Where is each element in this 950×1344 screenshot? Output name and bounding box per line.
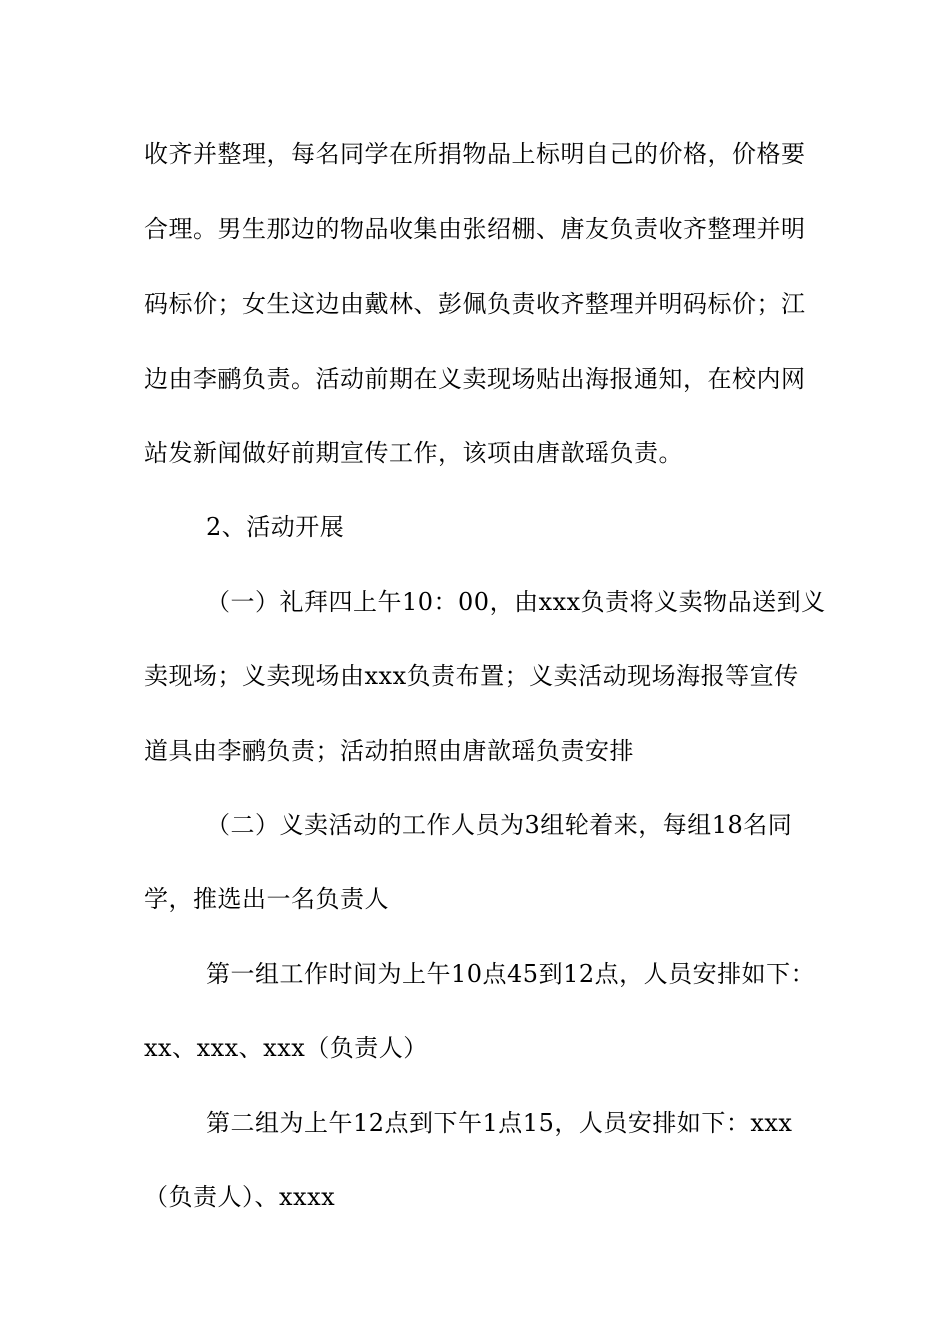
- paragraph-line: 学，推选出一名负责人: [144, 885, 389, 913]
- paragraph-line: 码标价；女生这边由戴林、彭佩负责收齐整理并明码标价；江: [144, 290, 806, 318]
- paragraph-line: 道具由李鹂负责；活动拍照由唐歆瑶负责安排: [144, 737, 634, 765]
- paragraph-line: 站发新闻做好前期宣传工作，该项由唐歆瑶负责。: [144, 439, 683, 467]
- paragraph-line: （一）礼拜四上午10：00，由xxx负责将义卖物品送到义: [206, 588, 826, 616]
- paragraph-line: （二）义卖活动的工作人员为3组轮着来，每组18名同: [206, 811, 793, 839]
- paragraph-line: 第二组为上午12点到下午1点15，人员安排如下：xxx: [206, 1109, 793, 1137]
- paragraph-line: 收齐并整理，每名同学在所捐物品上标明自己的价格，价格要: [144, 140, 806, 168]
- paragraph-line: 边由李鹂负责。活动前期在义卖现场贴出海报通知，在校内网: [144, 365, 806, 393]
- paragraph-line: （负责人）、xxxx: [144, 1183, 336, 1211]
- paragraph-line: xx、xxx、xxx（负责人）: [144, 1034, 428, 1062]
- paragraph-line: 第一组工作时间为上午10点45到12点，人员安排如下：: [206, 960, 816, 988]
- paragraph-line: 合理。男生那边的物品收集由张绍棚、唐友负责收齐整理并明: [144, 215, 806, 243]
- section-heading: 2、活动开展: [206, 513, 345, 541]
- paragraph-line: 卖现场；义卖现场由xxx负责布置；义卖活动现场海报等宣传: [144, 662, 799, 690]
